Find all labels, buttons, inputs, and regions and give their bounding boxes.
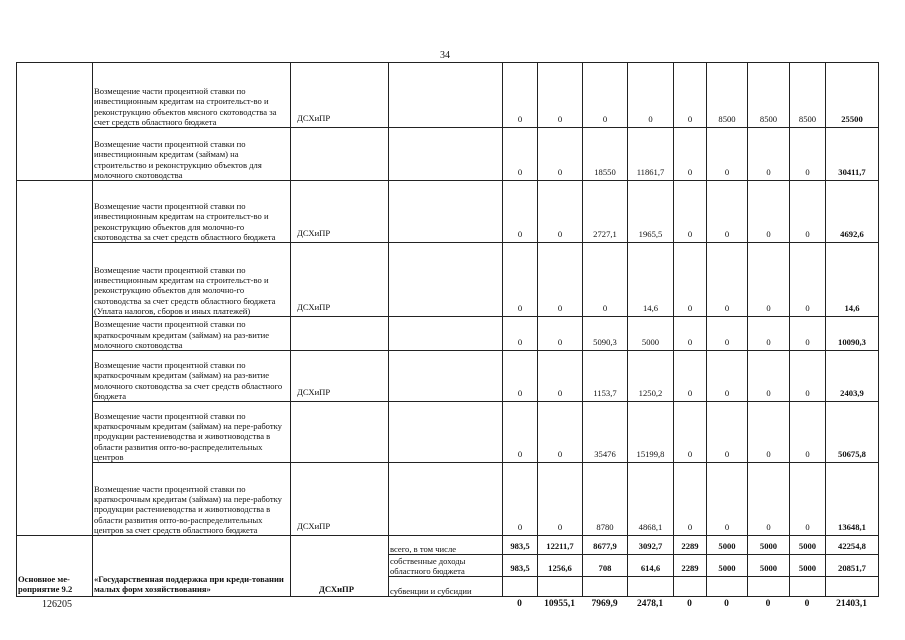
total-cell: [826, 577, 879, 597]
total-cell: 25500: [826, 63, 879, 128]
value-cell: 8677,9: [583, 536, 628, 555]
table-row: [17, 243, 879, 317]
executor: [291, 128, 389, 181]
measure-name: Возмещение части процентной ставки по инвестиционным кредитам на строительст-во и реконструкцию объектов для молочно-го скотоводства за счет средств областного бюджета: [93, 181, 291, 243]
value-cell: 0: [748, 317, 790, 351]
main-event-title: «Государственная поддержка при креди-товании малых форм хозяйствования»: [93, 536, 291, 597]
value-cell: 0: [790, 181, 826, 243]
value-cell: [583, 577, 628, 597]
value-cell: 18550: [583, 128, 628, 181]
value-cell: 2727,1: [583, 181, 628, 243]
value-cell: 0: [503, 63, 538, 128]
footer-value: 7969,9: [591, 599, 618, 609]
value-cell: 0: [538, 351, 583, 402]
value-cell: 35476: [583, 402, 628, 463]
value-cell: 0: [538, 317, 583, 351]
page-number: 34: [440, 50, 450, 61]
value-cell: 0: [538, 402, 583, 463]
value-cell: 0: [707, 351, 748, 402]
budget-table: [16, 62, 879, 597]
value-cell: 5000: [790, 536, 826, 555]
value-cell: 4868,1: [628, 463, 674, 536]
total-cell: 14,6: [826, 243, 879, 317]
value-cell: 0: [674, 351, 707, 402]
total-cell: 10090,3: [826, 317, 879, 351]
value-cell: 5090,3: [583, 317, 628, 351]
measure-name: Возмещение части процентной ставки по краткосрочным кредитам (займам) на раз-витие молочного скотоводства: [93, 317, 291, 351]
value-cell: 0: [748, 351, 790, 402]
value-cell: 708: [583, 555, 628, 577]
value-cell: 0: [503, 463, 538, 536]
value-cell: 0: [790, 351, 826, 402]
total-cell: 4692,6: [826, 181, 879, 243]
value-cell: 5000: [748, 555, 790, 577]
total-cell: 42254,8: [826, 536, 879, 555]
footer-value: 10955,1: [544, 599, 575, 609]
value-cell: 1965,5: [628, 181, 674, 243]
footer-value: 2478,1: [636, 599, 664, 609]
value-cell: [707, 577, 748, 597]
executor: ДСХиПР: [291, 351, 389, 402]
table-row: [17, 463, 879, 536]
value-cell: 0: [538, 463, 583, 536]
value-cell: 0: [674, 402, 707, 463]
footer-code: 126205: [42, 599, 72, 610]
value-cell: 0: [748, 402, 790, 463]
value-cell: 0: [790, 463, 826, 536]
value-cell: 1250,2: [628, 351, 674, 402]
measure-name: Возмещение части процентной ставки по краткосрочным кредитам (займам) на пере-работку продукции растениеводства и животноводства в области развития опто-во-распределительных центров: [93, 402, 291, 463]
value-cell: 2289: [674, 555, 707, 577]
table-row: [17, 317, 879, 351]
value-cell: 0: [503, 351, 538, 402]
value-cell: 0: [707, 243, 748, 317]
total-cell: 30411,7: [826, 128, 879, 181]
empty-cell: [17, 181, 93, 536]
measure-name: Возмещение части процентной ставки по инвестиционным кредитам на строительст-во и реконструкцию объектов для молочно-го скотоводства за счет средств областного бюджета (Уплата налогов, сборов и иных платежей): [93, 243, 291, 317]
value-cell: 0: [538, 243, 583, 317]
value-cell: 0: [538, 63, 583, 128]
footer-values: [0, 599, 905, 613]
value-cell: 0: [583, 243, 628, 317]
value-cell: 3092,7: [628, 536, 674, 555]
value-cell: 0: [538, 181, 583, 243]
table-row: [17, 181, 879, 243]
funding-source: собственные доходы областного бюджета: [389, 555, 503, 577]
value-cell: 0: [503, 243, 538, 317]
value-cell: 0: [503, 128, 538, 181]
total-cell: 13648,1: [826, 463, 879, 536]
value-cell: 8500: [748, 63, 790, 128]
value-cell: 0: [707, 181, 748, 243]
value-cell: 0: [674, 463, 707, 536]
value-cell: 0: [790, 317, 826, 351]
total-cell: 20851,7: [826, 555, 879, 577]
footer-value: 0: [804, 599, 810, 609]
value-cell: 0: [674, 63, 707, 128]
source-cell: [389, 181, 503, 243]
source-cell: [389, 351, 503, 402]
value-cell: 0: [503, 402, 538, 463]
footer-total: 21403,1: [836, 599, 867, 609]
value-cell: 12211,7: [538, 536, 583, 555]
value-cell: 0: [583, 63, 628, 128]
source-cell: [389, 128, 503, 181]
value-cell: 8500: [790, 63, 826, 128]
executor: ДСХиПР: [291, 181, 389, 243]
value-cell: 0: [707, 317, 748, 351]
table-row: [17, 351, 879, 402]
value-cell: 0: [748, 128, 790, 181]
table-row: [17, 402, 879, 463]
footer-value: 0: [687, 599, 692, 609]
executor: ДСХиПР: [291, 463, 389, 536]
table-row: [17, 63, 879, 128]
total-cell: 50675,8: [826, 402, 879, 463]
value-cell: 0: [503, 181, 538, 243]
footer-value: 0: [517, 599, 522, 609]
value-cell: 8500: [707, 63, 748, 128]
value-cell: 5000: [707, 536, 748, 555]
executor: [291, 317, 389, 351]
value-cell: [674, 577, 707, 597]
value-cell: 0: [538, 128, 583, 181]
value-cell: 5000: [707, 555, 748, 577]
main-event-label: Основное ме-роприятие 9.2: [17, 536, 93, 597]
value-cell: 0: [674, 317, 707, 351]
executor: ДСХиПР: [291, 536, 389, 597]
value-cell: 0: [674, 243, 707, 317]
source-cell: [389, 463, 503, 536]
measure-name: Возмещение части процентной ставки по инвестиционным кредитам (займам) на строительство и реконструкцию объектов для молочного скотоводства: [93, 128, 291, 181]
value-cell: 0: [707, 463, 748, 536]
value-cell: 8780: [583, 463, 628, 536]
source-cell: [389, 243, 503, 317]
value-cell: 2289: [674, 536, 707, 555]
measure-name: Возмещение части процентной ставки по краткосрочным кредитам (займам) на раз-витие молочного скотоводства за счет средств областного бюджета: [93, 351, 291, 402]
value-cell: 1256,6: [538, 555, 583, 577]
value-cell: 0: [674, 181, 707, 243]
value-cell: 5000: [748, 536, 790, 555]
value-cell: 0: [628, 63, 674, 128]
table-row: [17, 128, 879, 181]
executor: ДСХиПР: [291, 243, 389, 317]
empty-cell: [17, 63, 93, 181]
measure-name: Возмещение части процентной ставки по инвестиционным кредитам на строительст-во и реконструкцию объектов мясного скотоводства за счет средств областного бюджета: [93, 63, 291, 128]
value-cell: 983,5: [503, 536, 538, 555]
value-cell: 0: [748, 181, 790, 243]
source-cell: [389, 317, 503, 351]
measure-name: Возмещение части процентной ставки по краткосрочным кредитам (займам) на пере-работку продукции растениеводства и животноводства в области развития опто-во-распределительных центров за счет средств областного бюджета: [93, 463, 291, 536]
value-cell: 0: [748, 463, 790, 536]
value-cell: 0: [790, 402, 826, 463]
footer-value: 0: [765, 599, 771, 609]
value-cell: [790, 577, 826, 597]
source-cell: [389, 402, 503, 463]
value-cell: 11861,7: [628, 128, 674, 181]
value-cell: 5000: [790, 555, 826, 577]
value-cell: 0: [674, 128, 707, 181]
value-cell: 0: [790, 128, 826, 181]
value-cell: 0: [790, 243, 826, 317]
value-cell: [503, 577, 538, 597]
executor: ДСХиПР: [291, 63, 389, 128]
source-cell: [389, 63, 503, 128]
table-row: [17, 536, 879, 555]
value-cell: [628, 577, 674, 597]
value-cell: [748, 577, 790, 597]
value-cell: 614,6: [628, 555, 674, 577]
executor: [291, 402, 389, 463]
value-cell: 983,5: [503, 555, 538, 577]
value-cell: 5000: [628, 317, 674, 351]
footer-value: 0: [724, 599, 729, 609]
funding-source: субвенции и субсидии: [389, 577, 503, 597]
value-cell: 0: [503, 317, 538, 351]
value-cell: 14,6: [628, 243, 674, 317]
value-cell: 0: [748, 243, 790, 317]
value-cell: 0: [707, 128, 748, 181]
value-cell: 0: [707, 402, 748, 463]
value-cell: [538, 577, 583, 597]
value-cell: 15199,8: [628, 402, 674, 463]
value-cell: 1153,7: [583, 351, 628, 402]
funding-source: всего, в том числе: [389, 536, 503, 555]
total-cell: 2403,9: [826, 351, 879, 402]
